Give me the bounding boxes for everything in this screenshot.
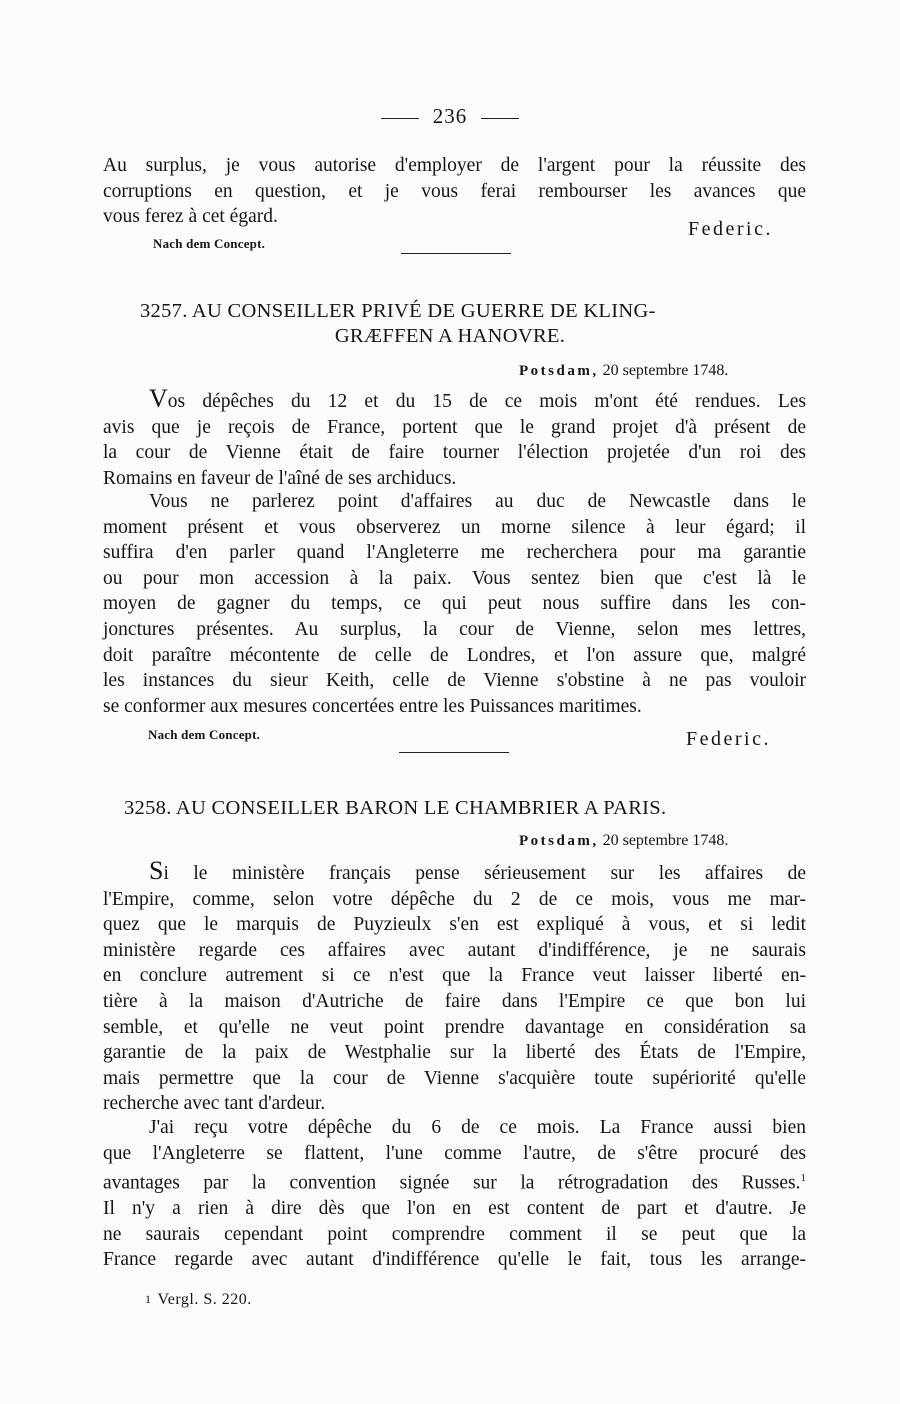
text-line: en conclure autrement si ce n'est que la France veut laisser liberté en-	[103, 965, 806, 987]
text-line: Au surplus, je vous autorise d'employer de l'argent pour la réussite des	[103, 155, 806, 176]
section-divider	[401, 253, 511, 254]
text-line: Si le ministère français pense sérieusement sur les affaires de	[149, 856, 806, 885]
letter-paragraph	[103, 489, 806, 719]
text-line: corruptions en question, et je vous ferai rembourser les avances que	[103, 180, 806, 202]
text-line: semble, et qu'elle ne veut point prendre davantage en considération sa	[103, 1016, 806, 1038]
section-divider	[399, 752, 509, 753]
page-number-dash-left	[381, 118, 419, 119]
text-line: Vous ne parlerez point d'affaires au duc de Newcastle dans le	[149, 491, 806, 512]
date: 20 septembre 1748.	[602, 362, 729, 379]
letter-paragraph	[103, 1115, 806, 1273]
initial-letter: V	[149, 384, 168, 413]
text-line: quez que le marquis de Puyzieulx s'en est expliqué à vous, et si ledit	[103, 914, 806, 936]
place-date	[519, 362, 728, 380]
text-line: recherche avec tant d'ardeur.	[103, 1093, 326, 1115]
letter-heading: 3257. AU CONSEILLER PRIVÉ DE GUERRE DE KLING-	[140, 300, 656, 322]
footnote	[145, 1291, 252, 1309]
text-line: vous ferez à cet égard.	[103, 206, 278, 228]
text-line: suffira d'en parler quand l'Angleterre me recherchera pour ma garantie	[103, 542, 806, 564]
letter-paragraph	[103, 386, 806, 491]
letter-heading-continued: GRÆFFEN A HANOVRE.	[334, 325, 566, 347]
signature: Federic.	[686, 728, 771, 750]
source-note: Nach dem Concept.	[148, 727, 261, 742]
text-line: doit paraître mécontente de celle de Londres, et l'on assure que, malgré	[103, 644, 806, 666]
place: Potsdam,	[519, 363, 599, 379]
letter-heading: 3258. AU CONSEILLER BARON LE CHAMBRIER A PARIS.	[124, 797, 667, 819]
signature: Federic.	[688, 218, 773, 240]
text-line: l'Empire, comme, selon votre dépêche du 2 de ce mois, vous me mar-	[103, 888, 806, 910]
text-line: Il n'y a rien à dire dès que l'on en est content de part et d'autre. Je	[103, 1198, 806, 1220]
text-line: avantages par la convention signée sur la rétrogradation des Russes.$^1$	[103, 1172, 806, 1194]
text-line: moyen de gagner du temps, ce qui peut nous suffire dans les con-	[103, 593, 806, 615]
text-line: que l'Angleterre se flattent, l'une comme l'autre, de s'être procuré des	[103, 1142, 806, 1164]
text-line: Vos dépêches du 12 et du 15 de ce mois m'ont été rendues. Les	[149, 384, 806, 413]
place-date	[519, 832, 728, 850]
footnote-reference: 1	[800, 1172, 806, 1185]
text-line: ne saurais cependant point comprendre comment il se peut que la	[103, 1223, 806, 1245]
text-line: J'ai reçu votre dépêche du 6 de ce mois. La France aussi bien	[149, 1117, 806, 1138]
text-line: jonctures présentes. Au surplus, la cour de Vienne, selon mes lettres,	[103, 618, 806, 640]
text-line: les instances du sieur Keith, celle de Vienne s'obstine à ne pas vouloir	[103, 670, 806, 692]
text-line: mais permettre que la cour de Vienne s'acquière toute supériorité qu'elle	[103, 1067, 806, 1089]
text-line: ministère regarde ces affaires avec autant d'indifférence, je ne saurais	[103, 939, 806, 961]
text-line: ou pour mon accession à la paix. Vous sentez bien que c'est là le	[103, 567, 806, 589]
date: 20 septembre 1748.	[602, 832, 729, 849]
text-line: la cour de Vienne était de faire tourner l'élection projetée d'un roi des	[103, 442, 806, 464]
text-line: tière à la maison d'Autriche de faire dans l'Empire ce que bon lui	[103, 990, 806, 1012]
page-number-dash-right	[481, 118, 519, 119]
initial-letter: S	[149, 856, 164, 885]
place: Potsdam,	[519, 833, 599, 849]
text-line: se conformer aux mesures concertées entre les Puissances maritimes.	[103, 695, 642, 717]
footnote-marker: 1	[145, 1292, 152, 1306]
source-note: Nach dem Concept.	[153, 236, 266, 251]
footnote-text: Vergl. S. 220.	[157, 1291, 252, 1308]
text-line: garantie de la paix de Westphalie sur la liberté des États de l'Empire,	[103, 1042, 806, 1064]
text-line: Romains en faveur de l'aîné de ses archiducs.	[103, 467, 457, 489]
text-line: avis que je reçois de France, portent que le grand projet d'à présent de	[103, 416, 806, 438]
text-line: moment présent et vous observerez un morne silence à leur égard; il	[103, 516, 806, 538]
letter-paragraph	[103, 858, 806, 1117]
text-line: France regarde avec autant d'indifférence qu'elle le fait, tous les arrange-	[103, 1249, 806, 1271]
page-number: 236	[0, 104, 900, 129]
